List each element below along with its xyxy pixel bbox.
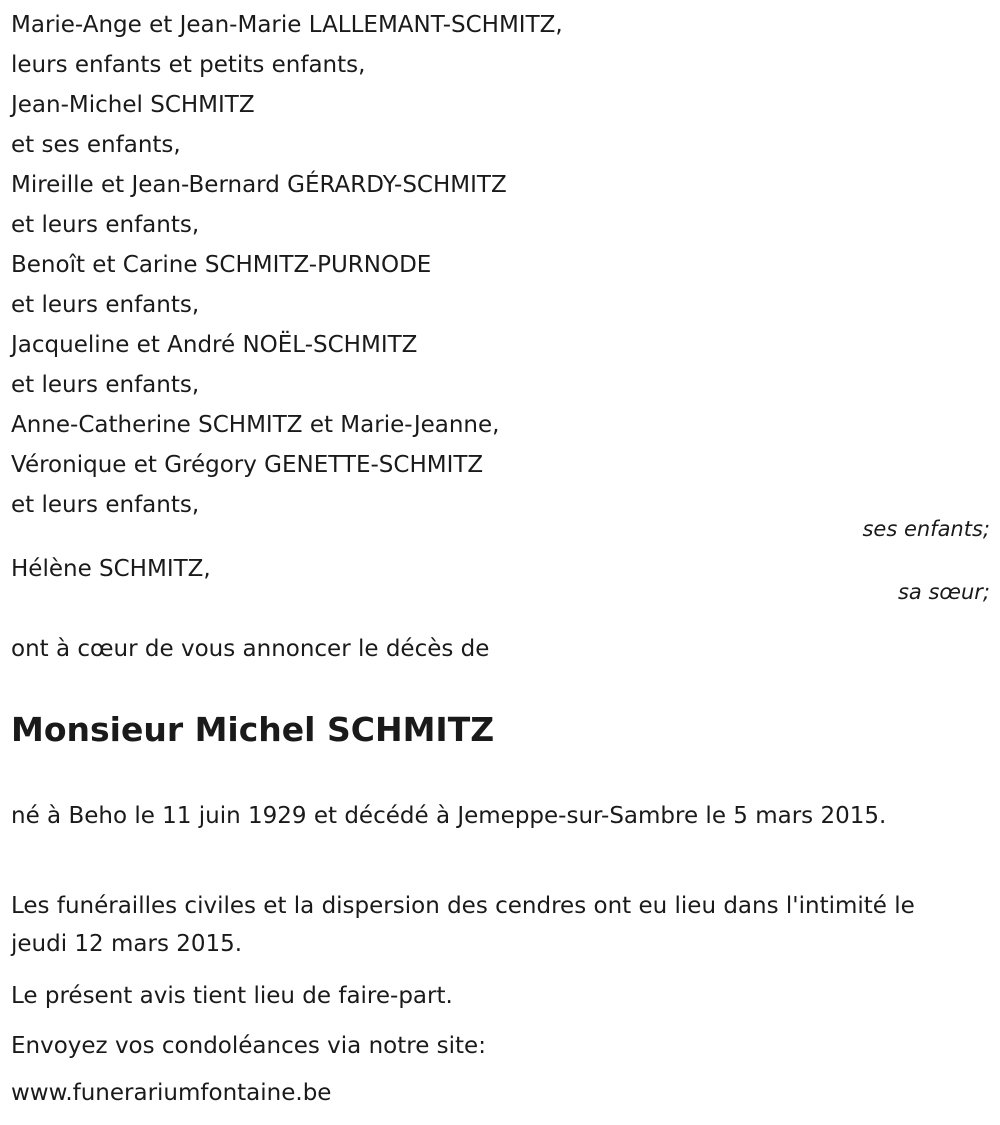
sister-note: sa sœur; xyxy=(897,580,990,604)
family-line: Jean-Michel SCHMITZ xyxy=(11,92,255,118)
family-line: Benoît et Carine SCHMITZ-PURNODE xyxy=(11,252,432,278)
family-line: et leurs enfants, xyxy=(11,292,200,318)
funeral-paragraph: Les funérailles civiles et la dispersion des cendres ont eu lieu dans l'intimité le jeudi 12 mars 2015. xyxy=(11,893,915,957)
sister-line: Hélène SCHMITZ, xyxy=(11,556,211,582)
notice-paragraph: Le présent avis tient lieu de faire-part. xyxy=(11,983,453,1009)
family-line: Jacqueline et André NOËL-SCHMITZ xyxy=(11,332,418,358)
children-note: ses enfants; xyxy=(862,517,990,541)
family-line: et ses enfants, xyxy=(11,132,181,158)
website-text: www.funerariumfontaine.be xyxy=(11,1080,332,1106)
family-line: Marie-Ange et Jean-Marie LALLEMANT-SCHMITZ, xyxy=(11,12,563,38)
family-line: Anne-Catherine SCHMITZ et Marie-Jeanne, xyxy=(11,412,500,438)
birth-death-paragraph: né à Beho le 11 juin 1929 et décédé à Jemeppe-sur-Sambre le 5 mars 2015. xyxy=(11,803,887,829)
family-line: et leurs enfants, xyxy=(11,372,200,398)
family-line: Mireille et Jean-Bernard GÉRARDY-SCHMITZ xyxy=(11,172,507,198)
family-line: et leurs enfants, xyxy=(11,492,200,518)
family-line: Véronique et Grégory GENETTE-SCHMITZ xyxy=(11,452,484,478)
condolences-paragraph: Envoyez vos condoléances via notre site: xyxy=(11,1033,486,1059)
deceased-name: Monsieur Michel SCHMITZ xyxy=(11,710,495,749)
family-line: leurs enfants et petits enfants, xyxy=(11,52,366,78)
announcement-line: ont à cœur de vous annoncer le décès de xyxy=(11,636,490,662)
family-line: et leurs enfants, xyxy=(11,212,200,238)
